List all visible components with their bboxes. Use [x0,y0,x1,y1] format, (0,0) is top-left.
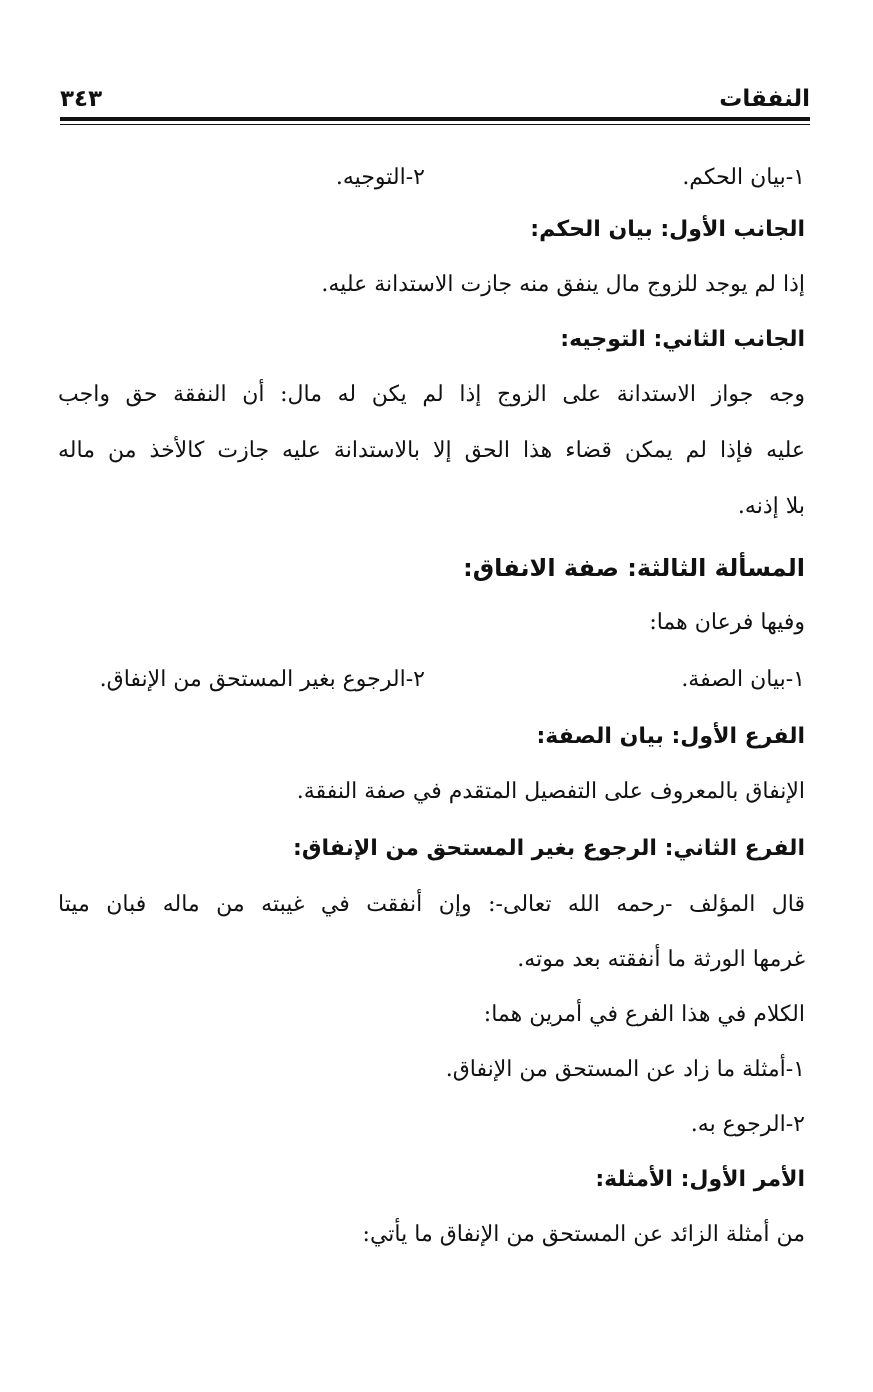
paragraph-line: عليه فإذا لم يمكن قضاء هذا الحق إلا بالاستدانة عليه جازت كالأخذ من ماله [58,438,805,463]
header-rule-thin [60,124,810,125]
paragraph: من أمثلة الزائد عن المستحق من الإنفاق ما يأتي: [362,1222,805,1247]
section-heading: الجانب الأول: بيان الحكم: [530,217,805,242]
paragraph: الإنفاق بالمعروف على التفصيل المتقدم في صفة النفقة. [296,779,805,804]
paragraph-line: وجه جواز الاستدانة على الزوج إذا لم يكن له مال: أن النفقة حق واجب [58,382,805,407]
matter-heading: الأمر الأول: الأمثلة: [595,1167,805,1192]
list-pair-1 [68,163,805,193]
header-rule-thick [60,117,810,121]
paragraph-line: غرمها الورثة ما أنفقته بعد موته. [517,947,805,972]
paragraph-line: قال المؤلف -رحمه الله تعالى-: وإن أنفقت في غيبته من ماله فبان ميتا [58,892,805,917]
list-item: ١-أمثلة ما زاد عن المستحق من الإنفاق. [445,1057,805,1082]
list-item: ١-بيان الصفة. [681,667,805,692]
list-item: ٢-الرجوع به. [690,1112,805,1137]
page-number: ٣٤٣ [60,86,103,112]
paragraph: إذا لم يوجد للزوج مال ينفق منه جازت الاستدانة عليه. [321,272,805,297]
list-item: ١-بيان الحكم. [682,165,805,190]
branch-heading: الفرع الأول: بيان الصفة: [536,724,805,749]
issue-heading: المسألة الثالثة: صفة الانفاق: [463,554,805,582]
section-heading: الجانب الثاني: التوجيه: [560,327,805,352]
running-head: النفقات [719,86,810,112]
list-item: ٢-الرجوع بغير المستحق من الإنفاق. [99,667,425,692]
list-pair-2 [68,665,805,695]
list-item: ٢-التوجيه. [335,165,425,190]
branch-heading: الفرع الثاني: الرجوع بغير المستحق من الإنفاق: [293,836,805,861]
paragraph: الكلام في هذا الفرع في أمرين هما: [483,1002,805,1027]
paragraph: وفيها فرعان هما: [649,610,805,635]
paragraph-line: بلا إذنه. [737,494,805,519]
